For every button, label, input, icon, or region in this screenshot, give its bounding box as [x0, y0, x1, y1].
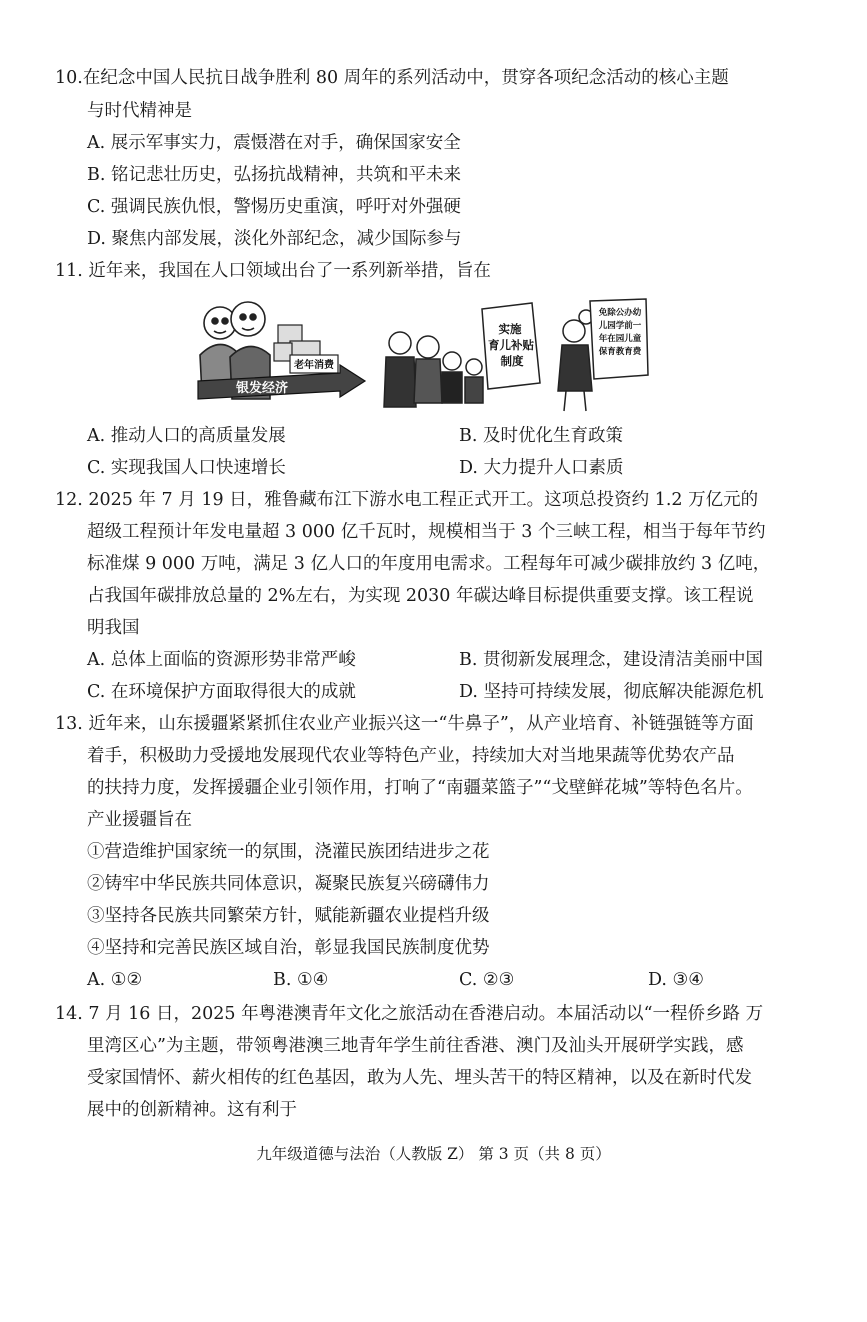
doc2-line1: 免除公办幼 [598, 307, 642, 317]
q12-option-a: A. 总体上面临的资源形势非常严峻 [87, 650, 356, 670]
mother-child-illustration [558, 310, 593, 411]
childcare-subsidy-document [482, 303, 540, 389]
q10-option-c: C. 强调民族仇恨，警惕历史重演，呼吁对外强硬 [87, 197, 461, 217]
q12-option-b: B. 贯彻新发展理念，建设清洁美丽中国 [459, 650, 763, 670]
q13-line3: 的扶持力度，发挥援疆企业引领作用，打响了“南疆菜篮子”“戈壁鲜花城”等特色名片。 [87, 778, 753, 798]
q11-option-b: B. 及时优化生育政策 [459, 426, 623, 446]
q13-option-b: B. ①④ [273, 970, 329, 990]
q14-line2: 里湾区心”为主题，带领粤港澳三地青年学生前往香港、澳门及汕头开展研学实践，感 [87, 1036, 744, 1056]
q13-statement-3: ③坚持各民族共同繁荣方针，赋能新疆农业提档升级 [87, 906, 490, 926]
q11-option-a: A. 推动人口的高质量发展 [87, 426, 286, 446]
q12-option-c: C. 在环境保护方面取得很大的成就 [87, 682, 356, 702]
q13-line2: 着手，积极助力受援地发展现代农业等特色产业，持续加大对当地果蔬等优势农产品 [87, 746, 735, 766]
q12-line4: 占我国年碳排放总量的 2%左右，为实现 2030 年碳达峰目标提供重要支撑。该工程说 [87, 586, 754, 606]
q12-line1: 12. 2025 年 7 月 19 日，雅鲁藏布江下游水电工程正式开工。这项总投资约 1.2 万亿元的 [55, 490, 759, 510]
family-illustration [384, 332, 483, 407]
q10-stem-line2: 与时代精神是 [87, 101, 192, 121]
q10-option-b: B. 铭记悲壮历史，弘扬抗战精神，共筑和平未来 [87, 165, 461, 185]
q14-line4: 展中的创新精神。这有利于 [87, 1100, 297, 1120]
q14-line3: 受家国情怀、薪火相传的红色基因，敢为人先、埋头苦干的特区精神，以及在新时代发 [87, 1068, 752, 1088]
q13-option-d: D. ③④ [648, 970, 704, 990]
doc2-line3: 年在园儿童 [598, 333, 642, 343]
q13-option-a: A. ①② [87, 970, 143, 990]
page-footer: 九年级道德与法治（人教版 Z） 第 3 页（共 8 页） [256, 1145, 611, 1163]
q11-stem: 11. 近年来，我国在人口领域出台了一系列新举措，旨在 [55, 261, 491, 281]
q11-option-c: C. 实现我国人口快速增长 [87, 458, 286, 478]
q13-line1: 13. 近年来，山东援疆紧紧抓住农业产业振兴这一“牛鼻子”，从产业培育、补链强链等方面 [55, 714, 754, 734]
population-policy-cartoon [190, 295, 650, 413]
q13-option-c: C. ②③ [459, 970, 515, 990]
q10-option-d: D. 聚焦内部发展，淡化外部纪念，减少国际参与 [87, 229, 462, 249]
silver-economy-label: 银发经济 [235, 380, 289, 395]
q14-line1: 14. 7 月 16 日，2025 年粤港澳青年文化之旅活动在香港启动。本届活动以“一程侨乡路 万 [55, 1004, 764, 1024]
q10-option-a: A. 展示军事实力，震慑潜在对手，确保国家安全 [87, 133, 461, 153]
doc2-line4: 保育教育费 [598, 346, 642, 356]
kindergarten-fee-document [590, 299, 648, 379]
q13-statement-4: ④坚持和完善民族区域自治，彰显我国民族制度优势 [87, 938, 490, 958]
q11-option-d: D. 大力提升人口素质 [459, 458, 624, 478]
q12-option-d: D. 坚持可持续发展，彻底解决能源危机 [459, 682, 764, 702]
doc1-line1: 实施 [498, 324, 522, 336]
elderly-consumption-label: 老年消费 [294, 360, 334, 371]
q12-line3: 标准煤 9 000 万吨，满足 3 亿人口的年度用电需求。工程每年可减少碳排放约 3 亿吨， [87, 554, 771, 574]
doc1-line2: 育儿补贴 [488, 340, 534, 352]
doc1-line3: 制度 [500, 356, 524, 368]
q13-line4: 产业援疆旨在 [87, 810, 192, 830]
q10-stem-line1: 10.在纪念中国人民抗日战争胜利 80 周年的系列活动中，贯穿各项纪念活动的核心主题 [55, 68, 729, 88]
doc2-line2: 儿园学前一 [598, 320, 642, 330]
q12-line5: 明我国 [87, 618, 140, 638]
q13-statement-2: ②铸牢中华民族共同体意识，凝聚民族复兴磅礴伟力 [87, 874, 490, 894]
q13-statement-1: ①营造维护国家统一的氛围，浇灌民族团结进步之花 [87, 842, 490, 862]
q12-line2: 超级工程预计年发电量超 3 000 亿千瓦时，规模相当于 3 个三峡工程，相当于每年节约 [87, 522, 766, 542]
